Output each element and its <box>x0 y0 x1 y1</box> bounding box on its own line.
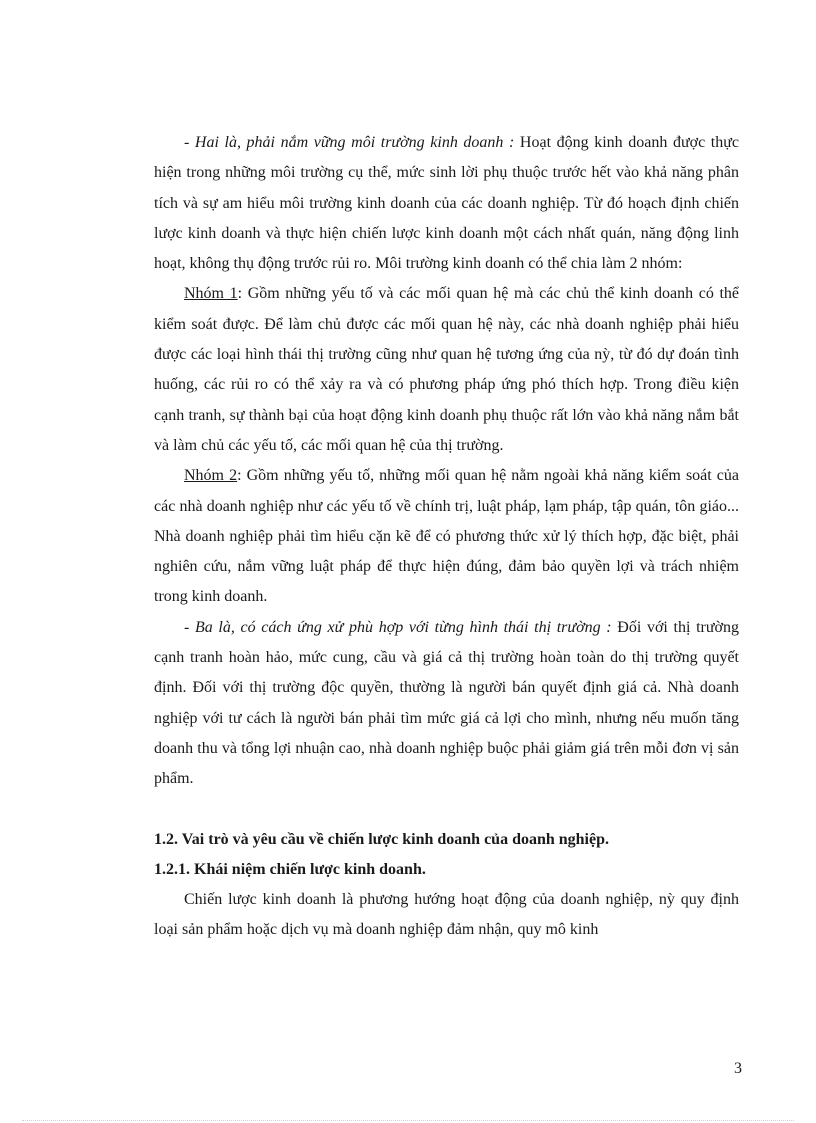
paragraph-lead-label: - Hai là, phải nắm vững môi trường kinh doanh : <box>184 134 515 151</box>
section-heading: 1.2. Vai trò và yêu cầu về chiến lược kinh doanh của doanh nghiệp. <box>154 830 609 848</box>
paragraph-lead-label: - Ba là, có cách ứng xử phù hợp với từng hình thái thị trường : <box>184 618 612 636</box>
paragraph-text: : Gồm những yếu tố và các mối quan hệ mà các chủ thể kinh doanh có thể kiểm soát được. Để làm chủ được các mối quan hệ này, các nhà doanh nghiệp phải hiểu được các loại hình thái thị trường cũng như quan hệ tương ứng của nỳ, từ đó dự đoán tình huống, các rủi ro có thể xảy ra và có phương pháp ứng phó thích hợp. Trong điều kiện cạnh tranh, sự thành bại của hoạt động kinh doanh phụ thuộc rất lớn vào khả năng nắm bắt và làm chủ các yếu tố, các mối quan hệ của thị trường. <box>154 285 740 454</box>
paragraph-text: Đối với thị trường cạnh tranh hoàn hảo, mức cung, cầu và giá cả thị trường hoàn toàn do thị trường quyết định. Đối với thị trường độc quyền, thường là người bán quyết định giá cả. Nhà doanh nghiệp với tư cách là người bán phải tìm mức giá cả lợi cho mình, nhưng nếu muốn tăng doanh thu và tổng lợi nhuận cao, nhà doanh nghiệp buộc phải giảm giá trên mỗi đơn vị sản phẩm. <box>154 618 739 788</box>
paragraph-text: : Gồm những yếu tố, những mối quan hệ nằm ngoài khả năng kiểm soát của các nhà doanh nghiệp như các yếu tố về chính trị, luật pháp, lạm pháp, tập quán, tôn giáo... Nhà doanh nghiệp phải tìm hiểu cặn kẽ để có phương thức xử lý thích hợp, đặc biệt, phải nghiên cứu, nắm vững luật pháp để thực hiện đúng, đảm bảo quyền lợi và trách nhiệm trong kinh doanh. <box>154 467 740 606</box>
paragraph-market-behavior <box>154 613 739 795</box>
paragraph-lead-label: Nhóm 1 <box>184 285 238 303</box>
page-body <box>154 128 739 946</box>
paragraph-text: Hoạt động kinh doanh được thực hiện trong những môi trường cụ thể, mức sinh lời phụ thuộc trước hết vào khả năng phân tích và sự am hiểu môi trường kinh doanh của các doanh nghiệp. Từ đó hoạch định chiến lược kinh doanh và thực hiện chiến lược kinh doanh một cách nhất quán, năng động linh hoạt, không thụ động trước rủi ro. Môi trường kinh doanh có thể chia làm 2 nhóm: <box>154 134 739 273</box>
paragraph-lead-label: Nhóm 2 <box>184 467 238 485</box>
page-edge-divider <box>22 1120 794 1121</box>
paragraph-group-1 <box>154 279 739 461</box>
paragraph-strategy-definition: Chiến lược kinh doanh là phương hướng hoạt động của doanh nghiệp, nỳ quy định loại sản phẩm hoặc dịch vụ mà doanh nghiệp đảm nhận, quy mô kinh <box>154 891 739 939</box>
subsection-heading: 1.2.1. Khái niệm chiến lược kinh doanh. <box>154 860 426 878</box>
page-number: 3 <box>734 1060 742 1077</box>
paragraph-group-2 <box>154 461 739 612</box>
paragraph-market-environment <box>154 128 739 279</box>
